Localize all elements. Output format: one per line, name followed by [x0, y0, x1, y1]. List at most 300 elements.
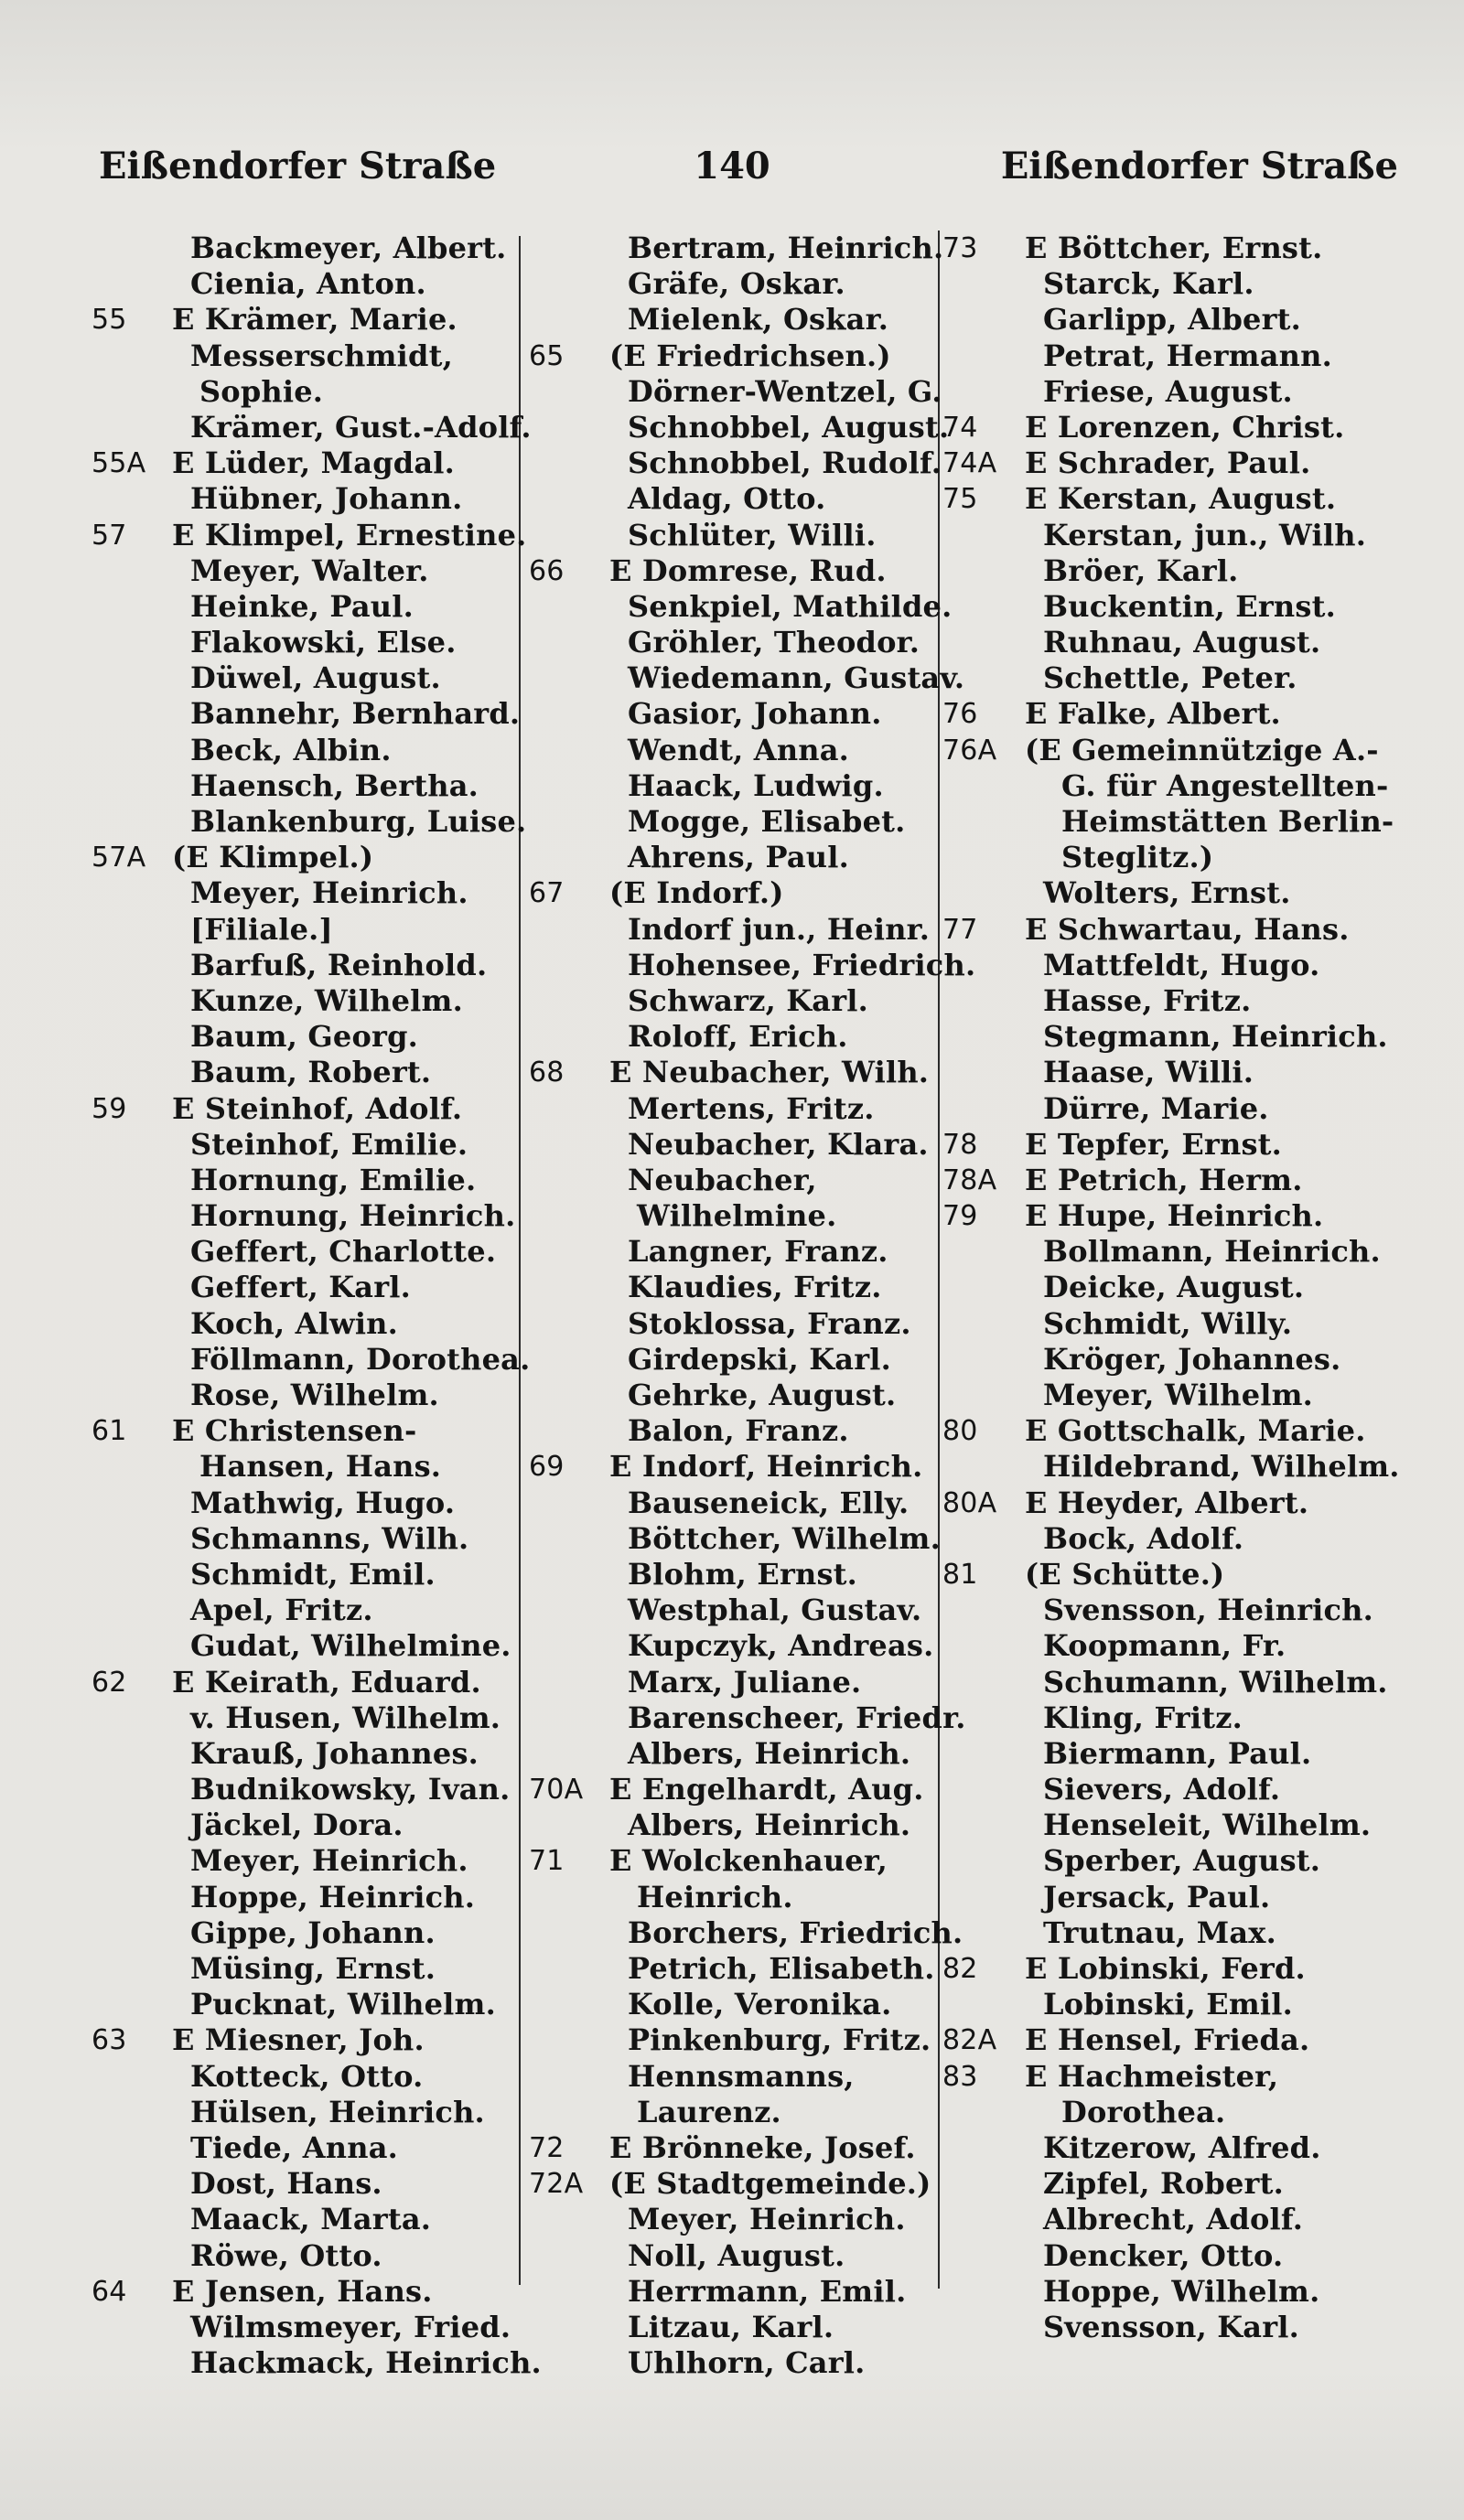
house-entry [529, 1772, 950, 1807]
entry-text: Herrmann, Emil. [628, 2273, 907, 2309]
house-number: 67 [529, 877, 565, 910]
house-number: 71 [529, 1845, 565, 1878]
resident-entry [92, 768, 522, 804]
entry-text: E Keirath, Eduard. [172, 1664, 481, 1700]
entry-text: (E Gemeinnützige A.- [1025, 732, 1379, 767]
resident-entry [92, 983, 522, 1019]
entry-text: Haase, Willi. [1043, 1055, 1254, 1090]
resident-entry [529, 1807, 950, 1843]
entry-text: Noll, August. [628, 2237, 845, 2273]
entry-text: Budnikowsky, Ivan. [190, 1772, 511, 1807]
resident-entry [942, 1736, 1437, 1772]
header-street-left: Eißendorfer Straße [99, 145, 497, 188]
entry-text: Kupczyk, Andreas. [628, 1628, 934, 1664]
house-number: 78 [942, 1128, 978, 1161]
entry-text: Krauß, Johannes. [190, 1735, 479, 1771]
resident-entry [92, 2238, 522, 2274]
entry-text: Albers, Heinrich. [628, 1735, 911, 1771]
house-entry [529, 1843, 950, 1879]
entry-text: Borchers, Friedrich. [628, 1914, 963, 1950]
resident-entry [92, 1700, 522, 1736]
entry-text: Geffert, Karl. [190, 1270, 412, 1305]
resident-entry [529, 768, 950, 804]
resident-entry [942, 302, 1437, 338]
entry-text: Langner, Franz. [628, 1234, 888, 1270]
entry-text: E Böttcher, Ernst. [1025, 231, 1323, 265]
entry-text: Schnobbel, August. [628, 409, 950, 445]
resident-entry [942, 2130, 1437, 2166]
resident-entry [529, 696, 950, 732]
resident-entry [942, 1628, 1437, 1664]
resident-entry [529, 2095, 950, 2130]
resident-entry [529, 1306, 950, 1342]
resident-entry [529, 1019, 950, 1055]
entry-text: Mogge, Elisabet. [628, 804, 906, 839]
house-number: 68 [529, 1056, 565, 1089]
entry-text: Zipfel, Robert. [1043, 2166, 1284, 2202]
house-entry [529, 1449, 950, 1485]
house-number: 74 [942, 411, 978, 444]
entry-text: Meyer, Heinrich. [190, 875, 468, 911]
entry-text: Kitzerow, Alfred. [1043, 2129, 1321, 2165]
house-number: 80 [942, 1415, 978, 1448]
resident-entry [92, 1234, 522, 1270]
resident-entry [92, 1987, 522, 2022]
house-number: 77 [942, 913, 978, 946]
entry-text: Senkpiel, Mathilde. [628, 588, 953, 624]
entry-text: Schlüter, Willi. [628, 517, 877, 552]
resident-entry [92, 1736, 522, 1772]
house-entry [92, 517, 527, 553]
house-entry [942, 733, 1437, 768]
entry-text: Petrat, Hermann. [1043, 338, 1332, 373]
entry-text: Schettle, Peter. [1043, 660, 1297, 696]
entry-text: Schmidt, Willy. [1043, 1305, 1293, 1341]
entry-text: Gräfe, Oskar. [628, 266, 845, 302]
house-number: 63 [92, 2024, 127, 2057]
house-number: 69 [529, 1451, 565, 1484]
entry-text: E Engelhardt, Aug. [609, 1772, 924, 1807]
entry-text: E Lüder, Magdal. [172, 445, 455, 481]
column-3 [942, 231, 1437, 2345]
resident-entry [942, 875, 1437, 911]
entry-text: Indorf jun., Heinr. [628, 911, 931, 947]
entry-text: E Hensel, Frieda. [1025, 2022, 1310, 2058]
entry-text: Pinkenburg, Fritz. [628, 2022, 931, 2058]
entry-text: E Neubacher, Wilh. [609, 1055, 930, 1090]
entry-text: Schnobbel, Rudolf. [628, 445, 942, 481]
resident-entry [529, 804, 950, 840]
resident-entry [942, 1665, 1437, 1700]
resident-entry [529, 1234, 950, 1270]
resident-entry [92, 1055, 522, 1090]
entry-text: Bannehr, Bernhard. [190, 696, 521, 732]
entry-text: Hennsmanns, [628, 2058, 855, 2094]
entry-text: Gasior, Johann. [628, 696, 882, 732]
entry-text: Düwel, August. [190, 660, 441, 696]
entry-text: Sophie. [199, 373, 324, 409]
resident-entry [529, 1378, 950, 1413]
entry-text: Meyer, Heinrich. [190, 1843, 468, 1879]
resident-entry [529, 2202, 950, 2237]
entry-text: Pucknat, Wilhelm. [190, 1987, 496, 2022]
resident-entry [529, 1127, 950, 1163]
entry-text: Friese, August. [1043, 373, 1293, 409]
header-street-right: Eißendorfer Straße [1000, 145, 1398, 188]
house-entry [92, 1665, 522, 1700]
house-number: 74A [942, 447, 997, 480]
entry-text: Bollmann, Heinrich. [1043, 1234, 1381, 1270]
entry-text: Schmanns, Wilh. [190, 1520, 469, 1556]
entry-text: Jersack, Paul. [1043, 1879, 1271, 1914]
resident-entry [942, 553, 1437, 589]
resident-entry [529, 2310, 950, 2345]
house-entry [942, 912, 1437, 948]
entry-text: Wendt, Anna. [628, 732, 850, 767]
entry-text: Westphal, Gustav. [628, 1592, 922, 1628]
entry-text: Barfuß, Reinhold. [190, 947, 488, 982]
resident-entry [92, 2095, 522, 2130]
entry-text: Haensch, Bertha. [190, 767, 479, 803]
house-entry [942, 696, 1437, 732]
resident-entry [92, 481, 522, 517]
entry-text: Marx, Juliane. [628, 1664, 862, 1700]
entry-text: E Krämer, Marie. [172, 302, 458, 338]
entry-text: Sperber, August. [1043, 1843, 1321, 1879]
resident-entry [92, 1521, 522, 1557]
entry-text: Hornung, Emilie. [190, 1162, 477, 1197]
resident-entry [92, 1592, 522, 1628]
resident-entry [529, 374, 950, 410]
entry-text: Bauseneick, Elly. [628, 1485, 910, 1520]
entry-text: Meyer, Wilhelm. [1043, 1378, 1314, 1412]
resident-entry [942, 2310, 1437, 2345]
entry-text: Hornung, Heinrich. [190, 1198, 516, 1234]
resident-entry [529, 1521, 950, 1557]
house-number: 76A [942, 734, 997, 767]
entry-text: Heinke, Paul. [190, 588, 414, 624]
entry-text: Müsing, Ernst. [190, 1951, 436, 1986]
resident-entry [942, 1915, 1437, 1951]
entry-text: Haack, Ludwig. [628, 767, 884, 803]
house-entry [92, 1413, 522, 1449]
house-number: 57A [92, 842, 146, 874]
resident-entry [942, 1306, 1437, 1342]
entry-text: E Christensen- [172, 1413, 417, 1449]
entry-text: Cienia, Anton. [190, 266, 426, 302]
entry-text: Albers, Heinrich. [628, 1807, 911, 1843]
entry-text: Dürre, Marie. [1043, 1090, 1269, 1126]
entry-text: Girdepski, Karl. [628, 1341, 891, 1377]
entry-text: Dencker, Otto. [1043, 2237, 1284, 2273]
entry-text: Tiede, Anna. [190, 2129, 398, 2165]
house-entry [942, 1198, 1437, 1234]
entry-text: Garlipp, Albert. [1043, 302, 1301, 338]
resident-entry [529, 1951, 950, 1987]
resident-entry [92, 948, 522, 983]
resident-entry [529, 2059, 950, 2095]
resident-entry [529, 2274, 950, 2310]
house-number: 62 [92, 1666, 127, 1699]
entry-text: Wilmsmeyer, Fried. [190, 2309, 511, 2344]
house-entry [92, 445, 522, 481]
entry-text: Hasse, Fritz. [1043, 982, 1252, 1018]
page-header [0, 139, 1464, 194]
resident-entry [529, 1413, 950, 1449]
entry-text: Böttcher, Wilhelm. [628, 1520, 941, 1556]
entry-text: Blankenburg, Luise. [190, 804, 527, 839]
entry-text: Svensson, Karl. [1043, 2309, 1299, 2344]
house-entry [529, 875, 950, 911]
entry-text: Bröer, Karl. [1043, 552, 1239, 588]
resident-entry [529, 947, 976, 983]
house-number: 64 [92, 2275, 127, 2308]
resident-entry [529, 445, 950, 481]
resident-entry [529, 2238, 950, 2274]
resident-entry [92, 2345, 542, 2381]
page-number: 140 [694, 145, 770, 188]
house-entry [942, 2022, 1437, 2058]
entry-text: E Kerstan, August. [1025, 481, 1337, 517]
house-number: 80A [942, 1486, 997, 1519]
resident-entry [942, 1378, 1437, 1413]
entry-text: Stoklossa, Franz. [628, 1305, 911, 1341]
resident-entry [529, 1628, 950, 1664]
entry-text: E Brönneke, Josef. [609, 2129, 916, 2165]
resident-entry [92, 1270, 522, 1305]
entry-text: Kotteck, Otto. [190, 2058, 424, 2094]
house-entry [529, 553, 950, 589]
entry-text: Mertens, Fritz. [628, 1090, 875, 1126]
resident-entry [92, 1019, 522, 1055]
entry-text: Buckentin, Ernst. [1043, 588, 1336, 624]
resident-entry [529, 1163, 950, 1198]
entry-text: Röwe, Otto. [190, 2237, 382, 2273]
entry-text: Stegmann, Heinrich. [1043, 1019, 1388, 1055]
entry-text: Wiedemann, Gustav. [628, 660, 965, 696]
entry-text: E Domrese, Rud. [609, 552, 887, 588]
resident-entry [92, 696, 522, 732]
house-entry [942, 1163, 1437, 1198]
resident-entry [942, 1521, 1437, 1557]
resident-entry [529, 625, 950, 660]
entry-text: E Steinhof, Adolf. [172, 1090, 463, 1126]
column-1 [92, 231, 542, 2381]
resident-entry [92, 1127, 522, 1163]
house-number: 76 [942, 698, 978, 731]
house-entry [942, 1413, 1437, 1449]
entry-text: (E Stadtgemeinde.) [609, 2166, 931, 2202]
entry-text: Bertram, Heinrich. [628, 231, 944, 265]
resident-entry [92, 374, 522, 410]
entry-text: E Wolckenhauer, [609, 1843, 888, 1879]
house-entry [529, 2130, 950, 2166]
entry-text: Gröhler, Theodor. [628, 625, 920, 660]
entry-text: Ahrens, Paul. [628, 840, 849, 875]
entry-text: Kolle, Veronika. [628, 1987, 892, 2022]
entry-text: (E Friedrichsen.) [609, 338, 891, 373]
resident-entry [942, 338, 1437, 374]
resident-entry [942, 983, 1437, 1019]
resident-entry [529, 1665, 950, 1700]
resident-entry [92, 733, 522, 768]
resident-entry [529, 733, 950, 768]
entry-text: Henseleit, Wilhelm. [1043, 1807, 1372, 1843]
entry-text: Ruhnau, August. [1043, 625, 1321, 660]
resident-entry [942, 1055, 1437, 1090]
resident-entry [942, 1592, 1437, 1628]
resident-entry [529, 1987, 950, 2022]
entry-text: Hoppe, Heinrich. [190, 1879, 476, 1914]
entry-text: Kunze, Wilhelm. [190, 982, 463, 1018]
resident-entry [92, 553, 522, 589]
resident-entry [529, 1485, 950, 1521]
entry-text: Dost, Hans. [190, 2166, 382, 2202]
resident-entry [92, 409, 532, 445]
house-number: 83 [942, 2060, 978, 2093]
entry-text: (E Indorf.) [609, 875, 784, 911]
entry-text: Albrecht, Adolf. [1043, 2202, 1304, 2237]
entry-text: G. für Angestellten- [1061, 767, 1389, 803]
resident-entry [529, 1592, 950, 1628]
resident-entry [92, 1198, 522, 1234]
house-entry [529, 2166, 950, 2202]
entry-text: Laurenz. [637, 2094, 781, 2129]
resident-entry [942, 1772, 1437, 1807]
entry-text: Maack, Marta. [190, 2202, 432, 2237]
resident-entry [92, 1341, 531, 1378]
entry-text: Dorothea. [1061, 2094, 1226, 2129]
resident-entry [92, 1485, 522, 1521]
resident-entry [942, 374, 1437, 410]
entry-text: Trutnau, Max. [1043, 1914, 1276, 1950]
house-number: 79 [942, 1200, 978, 1233]
entry-text: E Hachmeister, [1025, 2058, 1279, 2094]
resident-entry [92, 589, 522, 625]
entry-text: Wilhelmine. [637, 1198, 837, 1234]
resident-entry [92, 912, 522, 948]
entry-text: E Klimpel, Ernestine. [172, 517, 527, 552]
entry-text: Dörner-Wentzel, G. [628, 373, 942, 409]
entry-text: E Tepfer, Ernst. [1025, 1126, 1282, 1162]
entry-text: Koch, Alwin. [190, 1305, 398, 1341]
resident-entry [529, 410, 950, 445]
entry-text: Uhlhorn, Carl. [628, 2345, 866, 2381]
entry-text: Gippe, Johann. [190, 1914, 436, 1950]
house-entry [92, 2022, 522, 2058]
entry-text: Starck, Karl. [1043, 266, 1254, 302]
entry-text: Föllmann, Dorothea. [190, 1341, 531, 1377]
resident-entry [942, 2238, 1437, 2274]
house-number: 82A [942, 2024, 997, 2057]
resident-entry [942, 1234, 1437, 1270]
entry-text: Roloff, Erich. [628, 1019, 848, 1055]
resident-entry [92, 1772, 522, 1807]
resident-entry [942, 804, 1437, 840]
resident-entry [92, 2166, 522, 2202]
entry-text: Sievers, Adolf. [1043, 1772, 1281, 1807]
house-number: 78A [942, 1163, 997, 1196]
entry-text: Kling, Fritz. [1043, 1700, 1243, 1735]
resident-entry [529, 1557, 950, 1592]
entry-text: Wolters, Ernst. [1043, 875, 1291, 911]
entry-text: Svensson, Heinrich. [1043, 1592, 1373, 1628]
entry-text: E Heyder, Albert. [1025, 1485, 1309, 1520]
resident-entry [92, 1163, 522, 1198]
entry-text: Schwarz, Karl. [628, 982, 868, 1018]
resident-entry [529, 1736, 950, 1772]
resident-entry [92, 660, 522, 696]
entry-text: Petrich, Elisabeth. [628, 1951, 935, 1986]
resident-entry [92, 266, 522, 302]
resident-entry [942, 840, 1437, 875]
entry-text: Blohm, Ernst. [628, 1556, 858, 1592]
resident-entry [92, 2202, 522, 2237]
house-number: 59 [92, 1092, 127, 1125]
resident-entry [92, 1306, 522, 1342]
house-number: 72 [529, 2131, 565, 2164]
entry-text: Neubacher, [628, 1162, 817, 1197]
entry-text: Rose, Wilhelm. [190, 1378, 439, 1412]
resident-entry [529, 588, 953, 625]
resident-entry [529, 2345, 950, 2381]
entry-text: Backmeyer, Albert. [190, 231, 507, 265]
house-number: 55A [92, 447, 146, 480]
resident-entry [529, 660, 965, 696]
resident-entry [529, 1914, 963, 1951]
resident-entry [529, 983, 950, 1019]
house-number: 75 [942, 483, 978, 516]
entry-text: E Indorf, Heinrich. [609, 1449, 923, 1485]
resident-entry [92, 1951, 522, 1987]
entry-text: E Jensen, Hans. [172, 2273, 433, 2309]
entry-text: Aldag, Otto. [628, 481, 826, 517]
entry-text: Klaudies, Fritz. [628, 1270, 882, 1305]
house-entry [92, 1091, 522, 1127]
entry-text: Hildebrand, Wilhelm. [1043, 1449, 1400, 1485]
resident-entry [92, 2130, 522, 2166]
house-entry [942, 410, 1437, 445]
house-entry [942, 445, 1437, 481]
entry-text: Neubacher, Klara. [628, 1126, 929, 1162]
house-entry [942, 1485, 1437, 1521]
entry-text: Balon, Franz. [628, 1413, 849, 1449]
entry-text: Koopmann, Fr. [1043, 1628, 1286, 1664]
resident-entry [92, 1807, 522, 1843]
house-entry [92, 840, 522, 875]
house-number: 81 [942, 1558, 978, 1591]
resident-entry [92, 1378, 522, 1413]
entry-text: Heimstätten Berlin- [1061, 804, 1394, 839]
house-number: 57 [92, 519, 127, 552]
resident-entry [529, 1091, 950, 1127]
resident-entry [529, 302, 950, 338]
entry-text: (E Schütte.) [1025, 1556, 1225, 1592]
entry-text: Biermann, Paul. [1043, 1735, 1312, 1771]
entry-text: Barenscheer, Friedr. [628, 1700, 966, 1735]
house-entry [942, 1127, 1437, 1163]
resident-entry [529, 840, 950, 875]
entry-text: E Falke, Albert. [1025, 696, 1281, 732]
resident-entry [529, 1880, 950, 1915]
entry-text: Messerschmidt, [190, 338, 453, 373]
resident-entry [92, 1557, 522, 1592]
entry-text: Schumann, Wilhelm. [1043, 1664, 1388, 1700]
entry-text: E Gottschalk, Marie. [1025, 1413, 1366, 1449]
resident-entry [942, 1700, 1437, 1736]
resident-entry [92, 804, 527, 840]
resident-entry [92, 1915, 522, 1951]
